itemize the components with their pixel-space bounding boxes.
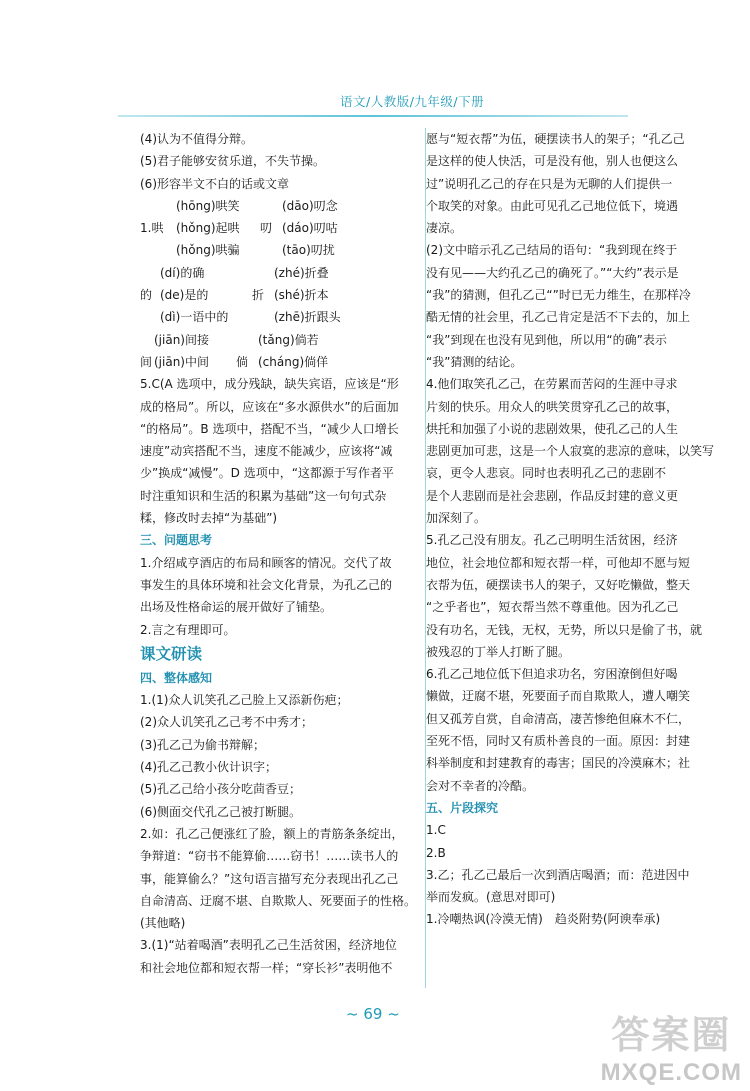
pinyin-row: [140, 284, 428, 306]
text-line: 举而发疯。(意思对即可): [426, 890, 556, 905]
text-line: 事发生的具体环境和社会文化背景，为孔乙己的: [140, 577, 393, 592]
text-line: 5.孔乙己没有朋友。孔乙己明明生活贫困，经济: [426, 533, 678, 548]
text-line: 烘托和加强了小说的悲剧效果，使孔乙己的人生: [426, 421, 679, 436]
text-line: 4.他们取笑孔乙己，在劳累而苦闷的生涯中寻求: [426, 377, 678, 392]
pinyin-char: 倘: [236, 354, 249, 369]
text-line: 但又孤芳自赏，自命清高，凄苦惨绝但麻木不仁，: [426, 711, 691, 726]
text-line: (其他略): [140, 916, 186, 931]
text-line: (4)孔乙己教小伙计识字；: [140, 760, 277, 775]
pinyin-row: [140, 351, 428, 373]
text-line: 地位，社会地位都和短衣帮一样，可他却不愿与短: [426, 555, 691, 570]
text-line: 没有功名，无钱，无权，无势，所以只是偷了书，就: [426, 622, 703, 637]
text-line: 6.孔乙己地位低下但追求功名，穷困潦倒但好喝: [426, 667, 678, 682]
watermark-text: 答案圈: [611, 1015, 732, 1057]
text-line: 3.(1)“站着喝酒”表明孔乙己生活贫困，经济地位: [140, 938, 397, 953]
text-line: (4)认为不值得分辩。: [140, 132, 253, 146]
text-line: “我”的猜测，但孔乙己“”时已无力维生，在那样冷: [426, 288, 691, 303]
pinyin-item: (jiān)中间: [154, 354, 209, 369]
text-line: (2)文中暗示孔乙己结局的语句：“我到现在终于: [426, 243, 678, 258]
text-line: 2.B: [426, 845, 446, 860]
header-title: 语文/人教版/九年级/下册: [340, 94, 485, 109]
pinyin-char: 的: [140, 288, 153, 303]
text-line: 时注重知识和生活的积累为基础”这一句句式杂: [140, 488, 387, 503]
text-line: 过”说明孔乙己的存在只是为无聊的人们提供一: [426, 176, 673, 191]
text-line: 速度”动宾搭配不当，速度不能减少，应该将“减: [140, 444, 393, 459]
pinyin-item: (jiān)间接: [154, 332, 209, 347]
text-line: 1.介绍咸亨酒店的布局和顾客的情况。交代了故: [140, 555, 392, 570]
left-column: [140, 128, 428, 979]
pinyin-char: 叨: [260, 221, 273, 236]
text-line: 没有见——大约孔乙己的确死了。”“大约”表示是: [426, 265, 679, 280]
text-line: 出场及性格命运的展开做好了铺垫。: [140, 600, 333, 615]
text-line: “我”到现在也没有见到他，所以用“的确”表示: [426, 332, 667, 347]
text-line: 科举制度和封建教育的毒害；国民的冷漠麻木；社: [426, 756, 691, 771]
pinyin-row: [140, 217, 428, 239]
pinyin-item: (zhé)折叠: [274, 265, 329, 280]
page-number: ~ 69 ~: [346, 1005, 400, 1023]
text-line: 糅，修改时去掉“为基础”): [140, 511, 278, 526]
pinyin-char: 间: [140, 354, 153, 369]
text-line: 片刻的快乐。用众人的哄笑贯穿孔乙己的故事，: [426, 399, 679, 414]
text-line: “的格局”。B 选项中，搭配不当，“减少人口增长: [140, 421, 399, 436]
pinyin-item: (dì)一语中的: [160, 310, 229, 325]
text-line: (5)孔乙己给小孩分吃茴香豆；: [140, 782, 301, 797]
text-line: 加深刻了。: [426, 511, 487, 526]
pinyin-item: (shé)折本: [274, 288, 329, 303]
text-line: 事，能算偷么？”这句语言描写充分表现出孔乙己: [140, 871, 399, 886]
text-line: 会对不幸者的冷酷。: [426, 778, 535, 793]
part-heading: 课文研读: [140, 644, 203, 663]
pinyin-row: [140, 239, 428, 261]
text-line: 1.C: [426, 823, 446, 838]
text-line: 懒做，迂腐不堪，死要面子而自欺欺人，遭人嘲笑: [426, 689, 691, 704]
watermark-url: MXQE.COM: [600, 1059, 742, 1086]
text-line: 是这样的使人快活，可是没有他，别人也便这么: [426, 154, 679, 169]
section-heading: 四、整体感知: [140, 670, 213, 685]
section-heading: 五、片段探究: [426, 800, 499, 815]
text-line: 3.乙；孔乙己最后一次到酒店喝酒；而：范进因中: [426, 867, 690, 882]
text-line: 1.冷嘲热讽(冷漠无情) 趋炎附势(阿谀奉承): [426, 912, 661, 927]
text-line: 1.(1)众人讥笑孔乙己脸上又添新伤疤；: [140, 693, 349, 708]
text-line: 2.言之有理即可。: [140, 622, 236, 637]
text-line: 和社会地位都和短衣帮一样；“穿长衫”表明他不: [140, 960, 393, 975]
text-line: 悲剧更加可悲，这是一个人寂寞的悲凉的意味，以笑写: [426, 444, 715, 459]
text-line: 是个人悲剧而是社会悲剧，作品反封建的意义更: [426, 488, 679, 503]
pinyin-item: (tǎng)倘若: [258, 332, 319, 347]
pinyin-item: (zhē)折跟头: [274, 310, 341, 325]
pinyin-item: (cháng)倘佯: [258, 354, 329, 369]
text-line: 衣帮为伍，硬摆读书人的架子，又好吃懒做，整天: [426, 577, 691, 592]
pinyin-item: (hǒng)起哄: [176, 221, 240, 236]
text-line: “我”猜测的结论。: [426, 354, 523, 369]
text-line: 5.C(A 选项中，成分残缺，缺失宾语，应该是“形: [140, 377, 399, 392]
pinyin-row: [140, 329, 428, 351]
pinyin-item: (hōng)哄笑: [176, 198, 240, 213]
text-line: 酷无情的社会里，孔乙己肯定是活不下去的，加上: [426, 310, 691, 325]
pinyin-item: (dí)的确: [160, 265, 205, 280]
text-line: 2.如：孔乙己便涨红了脸，额上的青筋条条绽出，: [140, 826, 404, 841]
pinyin-row: [140, 306, 428, 328]
watermark-logo: [601, 1004, 742, 1087]
text-line: (2)众人讥笑孔乙己考不中秀才；: [140, 715, 313, 730]
pinyin-row: [140, 262, 428, 284]
text-line: 至死不悟，同时又有质朴善良的一面。原因：封建: [426, 734, 691, 749]
text-line: (6)侧面交代孔乙己被打断腿。: [140, 804, 301, 819]
pinyin-item: (hǒng)哄骗: [176, 243, 240, 258]
text-line: 少”换成“减慢”。D 选项中，“这都源于写作者平: [140, 466, 394, 481]
header-divider: [118, 115, 628, 117]
text-line: 个取笑的对象。由此可见孔乙己地位低下，境遇: [426, 198, 679, 213]
pinyin-row: [140, 195, 428, 217]
text-line: 争辩道：“窃书不能算偷……窃书！……读书人的: [140, 849, 399, 864]
right-column: [426, 128, 716, 931]
text-line: 被残忍的丁举人打断了腿。: [426, 644, 571, 659]
text-line: (3)孔乙己为偷书辩解；: [140, 737, 265, 752]
pinyin-item: (dāo)叨念: [282, 198, 338, 213]
text-line: 哀，更令人悲哀。同时也表明孔乙己的悲剧不: [426, 466, 667, 481]
text-line: 愿与“短衣帮”为伍，硬摆读书人的架子；“孔乙己: [426, 132, 685, 146]
text-line: 成的格局”。所以，应该在“多水源供水”的后面加: [140, 399, 399, 414]
text-line: (6)形容半文不白的话或文章: [140, 176, 289, 191]
pinyin-item: (de)是的: [160, 288, 209, 303]
text-line: (5)君子能够安贫乐道，不失节操。: [140, 154, 325, 169]
pinyin-item: (dáo)叨咕: [282, 221, 338, 236]
pinyin-char: 折: [252, 288, 265, 303]
section-heading: 三、问题思考: [140, 533, 213, 548]
text-line: 凄凉。: [426, 221, 463, 236]
pinyin-char: 1.哄: [140, 221, 164, 236]
text-line: “之乎者也”，短衣帮当然不尊重他。因为孔乙己: [426, 600, 679, 615]
text-line: 自命清高、迂腐不堪、自欺欺人、死要面子的性格。: [140, 893, 417, 908]
pinyin-item: (tāo)叨扰: [282, 243, 335, 258]
